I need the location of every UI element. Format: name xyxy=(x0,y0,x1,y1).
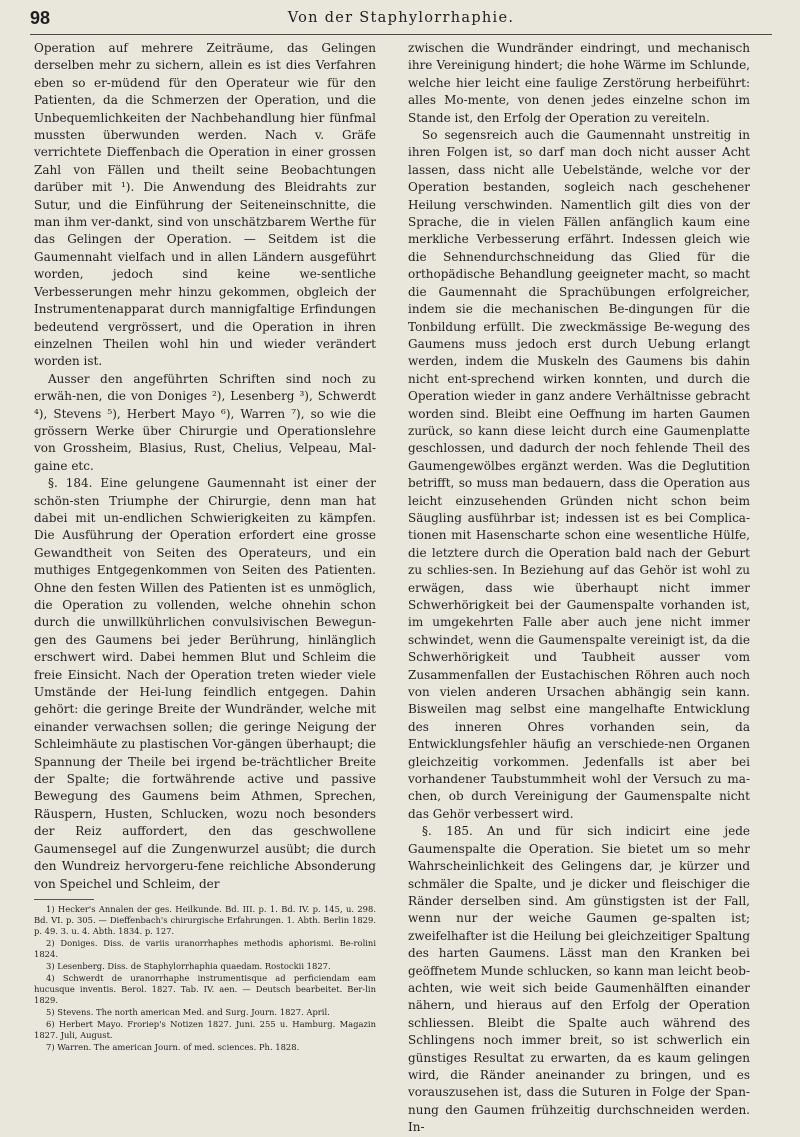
left-paragraph-3: §. 184. Eine gelungene Gaumennaht ist einer der schön-sten Triumphe der Chirurgie, denn man hat dabei mit un-endlichen Schwierigkeiten zu kämpfen. Die Ausführung der Operation erfordert eine grosse Gewandtheit von Seiten des Operateurs, und ein muthiges Entgegenkommen von Seiten des Patienten. Ohne den festen Willen des Patienten ist es unmöglich, die Operation zu vollenden, welche ohnehin schon durch die unwillkührlichen convulsivischen Bewegun-gen des Gaumens bei jeder Berührung, hinlänglich erschwert wird. Dabei hemmen Blut und Schleim die freie Einsicht. Nach der Operation treten wieder viele Umstände der Hei-lung feindlich entgegen. Dahin gehört: die geringe Breite der Wundränder, welche mit einander verwachsen sollen; die geringe Neigung der Schleimhäute zu plastischen Vor-gängen überhaupt; die Spannung der Theile bei irgend be-trächtlicher Breite der Spalte; die fortwährende active und passive Bewegung des Gaumens beim Athmen, Sprechen, Räuspern, Husten, Schlucken, wozu noch besonders der Reiz auffordert, den das geschwollene Gaumensegel auf die Zungenwurzel ausübt; die durch den Wundreiz hervorgeru-fene reichliche Absonderung von Speichel und Schleim, der xyxy=(34,476,376,891)
left-paragraph-1: Operation auf mehrere Zeiträume, das Gelingen derselben mehr zu sichern, allein es ist dies Verfahren eben so er-müdend für den Operateur wie für den Patienten, da die Schmerzen der Operation, und die Unbequemlichkeiten der Nachbehandlung hier fünfmal mussten überwunden werden. Nach v. Gräfe verrichtete Dieffenbach die Operation in einer grossen Zahl von Fällen und theilt seine Beobachtungen darüber mit ¹). Die Anwendung des Bleidrahts zur Sutur, und die Einführung der Seiteneinschnitte, die man ihm ver-dankt, sind von unschätzbarem Werthe für das Gelingen der Operation. — Seitdem ist die Gaumennaht vielfach und in allen Ländern ausgeführt worden, jedoch sind keine we-sentliche Verbesserungen mehr hinzu gekommen, obgleich der Instrumentenapparat durch mannigfaltige Erfindungen bedeutend vergrössert, und die Operation in ihren einzelnen Theilen wohl hin und wieder verändert worden ist. xyxy=(34,41,376,369)
running-head: Von der Staphylorrhaphie. xyxy=(287,10,515,26)
right-paragraph-3: §. 185. An und für sich indicirt eine jede Gaumenspalte die Operation. Sie bietet um so mehr Wahrscheinlichkeit des Gelingens dar, je kürzer und schmäler die Spalte, und je dicker und fleischiger die Ränder derselben sind. Am günstigsten ist der Fall, wenn nur der weiche Gaumen ge-spalten ist; zweifelhafter ist die Heilung bei gleichzeitiger Spaltung des harten Gaumens. Lässt man den Kranken bei geöffnetem Munde schlucken, so kann man leicht beob-achten, wie weit sich beide Gaumenhälften einander nähern, und hieraus auf den Erfolg der Operation schliessen. Bleibt die Spalte auch während des Schlingens noch immer breit, so ist schwerlich ein günstiges Resultat zu erwarten, da es kaum gelingen wird, die Ränder aneinander zu bringen, und es vorauszusehen ist, dass die Suturen in Folge der Span-nung den Gaumen frühzeitig durchschneiden werden. In- xyxy=(408,824,750,1135)
right-paragraph-2: So segensreich auch die Gaumennaht unstreitig in ihren Folgen ist, so darf man doch nicht ausser Acht lassen, dass nicht alle Uebelstände, welche vor der Operation bestanden, sogleich nach geschehener Heilung verschwinden. Namentlich gilt dies von der Sprache, die in vielen Fällen anfänglich kaum eine merkliche Verbesserung erfährt. Indessen gleich wie die Sehnendurchschneidung das Glied für die orthopädische Behandlung geeigneter macht, so macht die Gaumennaht die Sprachübungen erfolgreicher, indem sie die mechanischen Be-dingungen für die Tonbildung erfüllt. Die zweckmässige Be-wegung des Gaumens muss jedoch erst durch Uebung erlangt werden, indem die Muskeln des Gaumens bis dahin nicht ent-sprechend wirken konnten, und durch die Operation wieder in ganz andere Verhältnisse gebracht worden sind. Bleibt eine Oeffnung im harten Gaumen zurück, so kann diese leicht durch eine Gaumenplatte geschlossen, und dadurch der noch fehlende Theil des Gaumengewölbes ergänzt werden. Was die Deglutition betrifft, so muss man bedauern, dass die Operation aus leicht einzusehenden Gründen nicht schon beim Säugling ausführbar ist; indessen ist es bei Complica-tionen mit Hasenscharte schon eine wesentliche Hülfe, die letztere durch die Operation bald nach der Geburt zu schlies-sen. In Beziehung auf das Gehör ist wohl zu erwägen, dass wie überhaupt nicht immer Schwerhörigkeit bei der Gaumenspalte vorhanden ist, im umgekehrten Falle aber auch jene nicht immer schwindet, wenn die Gaumenspalte vereinigt ist, da die Schwerhörigkeit und Taubheit ausser vom Zusammenfallen der Eustachischen Röhren auch noch von vielen anderen Ursachen abhängig sein kann. Bisweilen mag selbst eine mangelhafte Entwicklung des inneren Ohres vorhanden sein, da Entwicklungsfehler häufig an verschiede-nen Organen gleichzeitig vorkommen. Jedenfalls ist aber bei vorhandener Taubstummheit wohl der Versuch zu ma-chen, ob durch Vereinigung der Gaumenspalte nicht das Gehör verbessert wird. xyxy=(408,128,750,821)
footnote-2: 2) Doniges. Diss. de variis uranorrhaphes methodis aphorismi. Be-rolini 1824. xyxy=(34,937,376,959)
footnote-5: 5) Stevens. The north american Med. and Surg. Journ. 1827. April. xyxy=(46,1006,330,1017)
footnote-1: 1) Hecker's Annalen der ges. Heilkunde. Bd. III. p. 1. Bd. IV. p. 145, u. 298. Bd. VI. p. 305. — Dieffenbach's chirurgische Erfahrungen. 1. Abth. Berlin 1829. p. 49. 3. u. 4. Abth. 1834. p. 127. xyxy=(34,903,376,936)
footnote-6: 6) Herbert Mayo. Froriep's Notizen 1827. Juni. 255 u. Hamburg. Magazin 1827. Juli, August. xyxy=(34,1018,376,1040)
left-paragraph-2: Ausser den angeführten Schriften sind noch zu erwäh-nen, die von Doniges ²), Lesenberg ³), Schwerdt ⁴), Stevens ⁵), Herbert Mayo ⁶), Warren ⁷), so wie die grössern Werke über Chirurgie und Operationslehre von Grossheim, Blasius, Rust, Chelius, Velpeau, Mal-gaine etc. xyxy=(34,371,376,473)
footnote-3: 3) Lesenberg. Diss. de Staphylorrhaphia quaedam. Rostockii 1827. xyxy=(46,960,331,971)
page-header xyxy=(30,8,772,35)
footnote-7: 7) Warren. The american Journ. of med. sciences. Ph. 1828. xyxy=(46,1041,300,1052)
page-number: 98 xyxy=(30,8,51,28)
footnotes xyxy=(34,904,376,1053)
right-column xyxy=(408,40,750,1137)
footnote-4: 4) Schwerdt de uranorrhaphe instrumentisque ad perficiendam eam hucusque inventis. Berol. 1827. Tab. IV. aen. — Deutsch bearbeitet. Ber-lin 1829. xyxy=(34,972,376,1005)
left-column xyxy=(34,40,376,1054)
right-paragraph-1: zwischen die Wundränder eindringt, und mechanisch ihre Vereinigung hindert; die hohe Wärme im Schlunde, welche hier leicht eine faulige Zerstörung herbeiführt: alles Mo-mente, von denen jedes einzelne schon im Stande ist, den Erfolg der Operation zu vereiteln. xyxy=(408,41,750,125)
footnote-divider xyxy=(34,899,94,900)
